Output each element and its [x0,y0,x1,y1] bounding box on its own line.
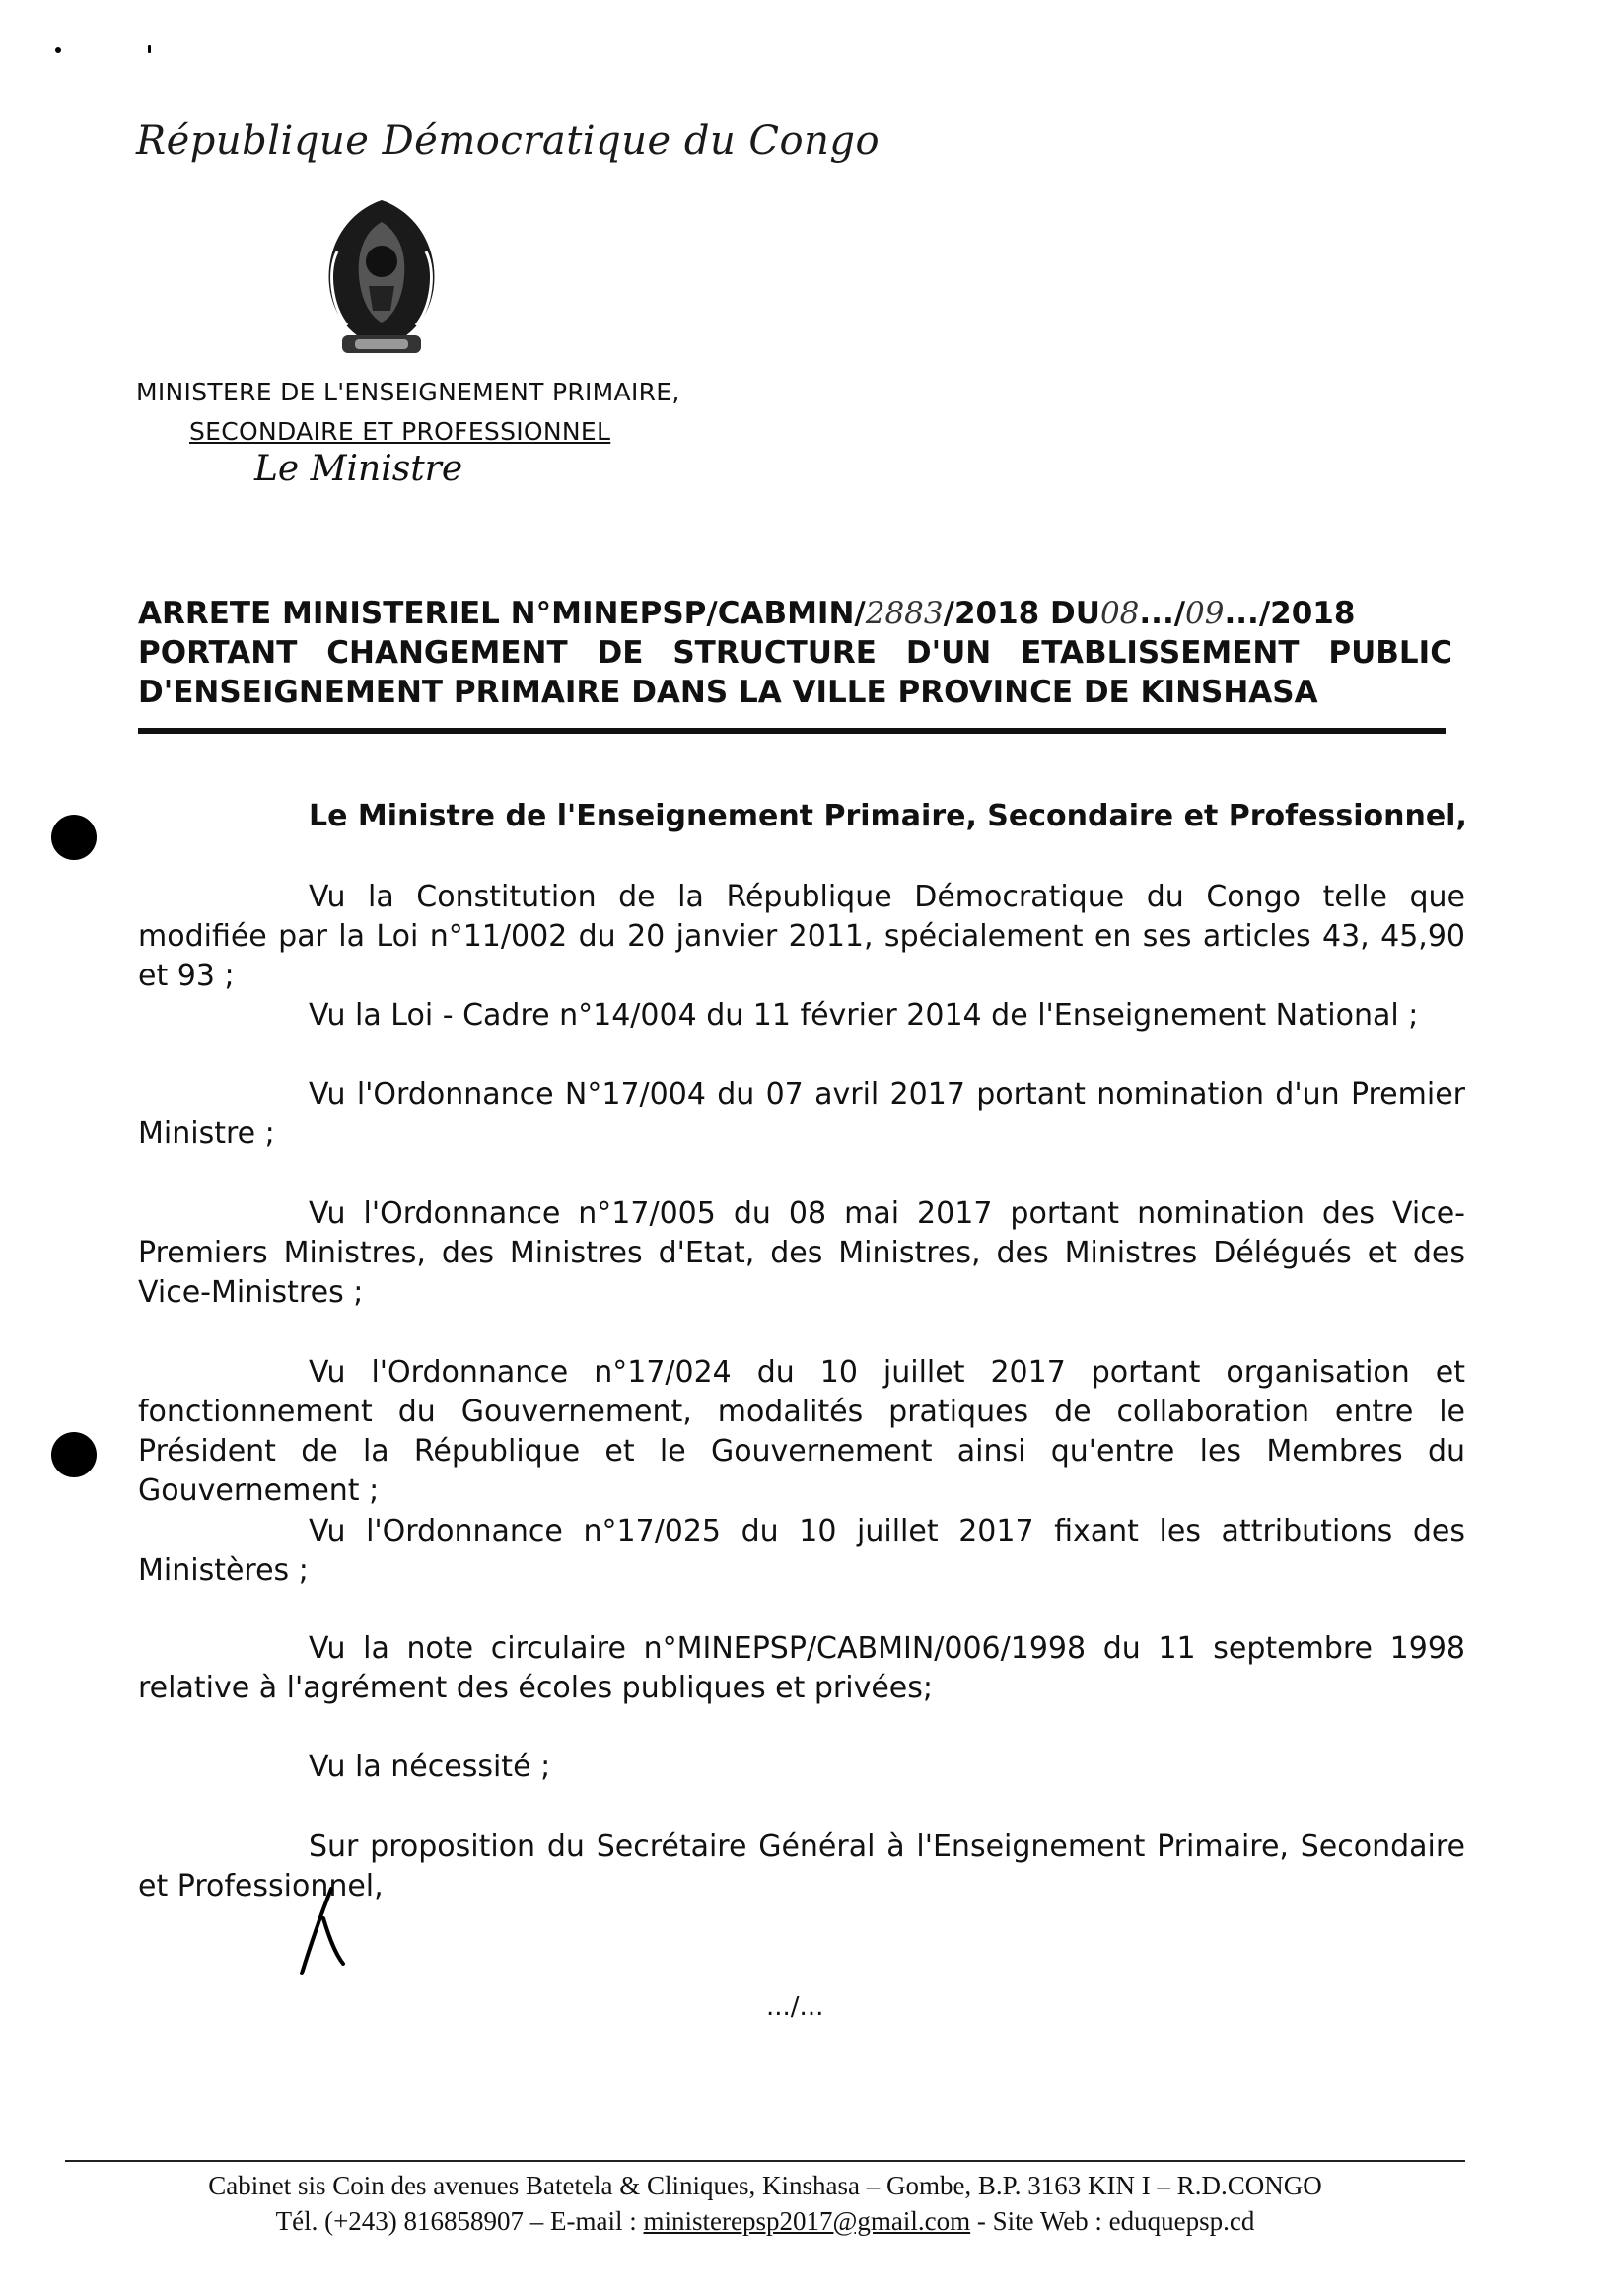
footer [65,2168,1465,2239]
title-year-end: /2018 [1258,596,1356,631]
punch-hole [51,1432,97,1477]
title-word: DE [597,635,644,671]
paragraph-note-circulaire [138,1629,1465,1708]
ministry-name [136,373,680,452]
footer-site: - Site Web : eduquepsp.cd [970,2206,1255,2236]
paragraph-ordonnance-004 [138,1075,1465,1154]
paragraph-text: Vu l'Ordonnance N°17/004 du 07 avril 2017 portant nomination d'un Premier Ministre ; [138,1077,1465,1151]
initials-signature-icon [296,1879,355,1977]
paragraph-text: Vu l'Ordonnance n°17/025 du 10 juillet 2017 fixant les attributions des Ministères ; [138,1514,1465,1588]
continuation-marker: .../... [766,1992,824,2022]
title-line-2 [138,633,1452,673]
paragraph-ordonnance-005 [138,1194,1465,1313]
footer-contact [65,2203,1465,2239]
title-word: D'UN [905,635,992,671]
punch-hole [51,815,97,860]
title-line-3: D'ENSEIGNEMENT PRIMAIRE DANS LA VILLE PROVINCE DE KINSHASA [138,675,1318,710]
title-word: STRUCTURE [672,635,877,671]
decree-month: 09 [1185,596,1225,631]
paragraph-text: Vu la note circulaire n°MINEPSP/CABMIN/006/1998 du 11 septembre 1998 relative à l'agrément des écoles publiques et privées; [138,1631,1465,1705]
title-word: CHANGEMENT [326,635,568,671]
title-word: PORTANT [138,635,298,671]
title-year-du: /2018 DU [943,596,1100,631]
footer-tel: Tél. (+243) 816858907 – E-mail : [275,2206,644,2236]
paragraph-loi-cadre [138,996,1465,1036]
paragraph-ordonnance-025 [138,1512,1465,1591]
decree-title [138,594,1452,712]
title-underline [138,728,1446,734]
country-name: République Démocratique du Congo [136,118,881,164]
coat-of-arms-icon [308,192,456,360]
footer-address: Cabinet sis Coin des avenues Batetela & Cliniques, Kinshasa – Gombe, B.P. 3163 KIN I – R.D.CONGO [208,2171,1322,2200]
paragraph-text: Vu l'Ordonnance n°17/024 du 10 juillet 2017 portant organisation et fonctionnement du Gouvernement, modalités pratiques de collaboration entre le Président de la République et le Gouvernement ainsi qu'entre les Membres du Gouvernement ; [138,1355,1465,1508]
footer-rule [65,2160,1465,2162]
paragraph-text: Vu la Constitution de la République Démocratique du Congo telle que modifiée par la Loi n°11/002 du 20 janvier 2011, spécialement en ses articles 43, 45,90 et 93 ; [138,880,1465,993]
paragraph-text: Vu la Loi - Cadre n°14/004 du 11 février 2014 de l'Enseignement National ; [309,998,1419,1033]
ministry-line-1: MINISTERE DE L'ENSEIGNEMENT PRIMAIRE, [136,378,680,406]
ministry-line-2: SECONDAIRE ET PROFESSIONNEL [189,417,611,446]
paragraph-text: Vu la nécessité ; [309,1750,551,1784]
footer-email-link[interactable]: ministerepsp2017@gmail.com [643,2206,971,2236]
title-prefix: ARRETE MINISTERIEL N°MINEPSP/CABMIN/ [138,596,866,631]
le-ministre: Le Ministre [254,449,463,489]
decree-day: 08 [1099,596,1140,631]
title-word: PUBLIC [1328,635,1452,671]
paragraph-text: Sur proposition du Secrétaire Général à l'Enseignement Primaire, Secondaire et Professionnel, [138,1830,1465,1903]
scan-mark [148,45,151,53]
minister-heading: Le Ministre de l'Enseignement Primaire, Secondaire et Professionnel, [309,799,1467,833]
title-word: ETABLISSEMENT [1021,635,1300,671]
paragraph-text: Vu l'Ordonnance n°17/005 du 08 mai 2017 portant nomination des Vice-Premiers Ministres, des Ministres d'Etat, des Ministres, des Ministres Délégués et des Vice-Ministres ; [138,1196,1465,1310]
paragraph-ordonnance-024 [138,1353,1465,1511]
title-line-1: ARRETE MINISTERIEL N°MINEPSP/CABMIN/2883/2018 DU08.../09.../2018 [138,596,1356,631]
paragraph-necessite [138,1748,1465,1787]
scan-mark [55,47,61,53]
decree-number: 2883 [865,596,944,631]
paragraph-constitution [138,878,1465,996]
